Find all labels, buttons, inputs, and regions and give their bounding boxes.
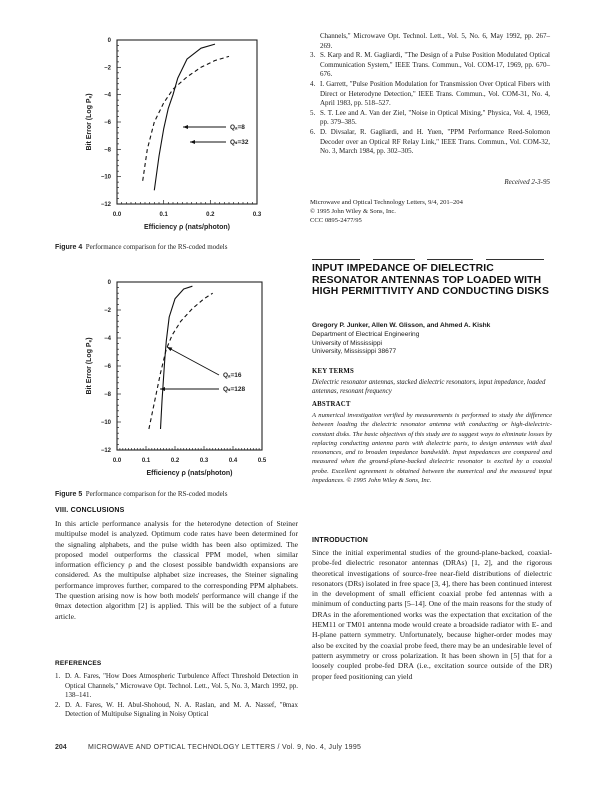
reference-number: 6. <box>310 127 316 136</box>
figure-4-caption-text: Performance comparison for the RS-coded models <box>85 243 228 251</box>
y-tick-label: −12 <box>100 448 111 454</box>
key-terms-section <box>312 368 552 396</box>
reference-number: 1. <box>55 672 61 680</box>
introduction-heading: INTRODUCTION <box>312 537 369 544</box>
x-tick-label: 0.1 <box>141 458 151 464</box>
x-tick-label: 0.3 <box>252 212 262 218</box>
x-tick-label: 0.1 <box>159 212 168 218</box>
key-terms-heading: KEY TERMS <box>312 368 355 375</box>
x-tick-label: 0.2 <box>206 212 215 218</box>
series-annotation: Qₛ=32 <box>230 139 249 146</box>
figure-5-caption-text: Performance comparison for the RS-coded models <box>85 490 228 498</box>
x-axis-label: Efficiency ρ (nats/photon) <box>146 470 233 477</box>
page-footer <box>55 744 555 751</box>
article-title: INPUT IMPEDANCE OF DIELECTRIC RESONATOR ANTENNAS TOP LOADED WITH HIGH PERMITTIVITY AND CONDUCTING DISKS <box>312 263 550 297</box>
reference-item <box>55 701 298 720</box>
reference-text: D. Divsalar, R. Gagliardi, and H. Yuen, "PPM Performance Reed-Solomon Decoder over an Optical RF Relay Link," IEEE Trans. Commun., Vol. COM-32, No. 3, March 1984, pp. 302–305. <box>320 127 550 156</box>
affiliation-univ: University of Mississippi <box>312 339 382 347</box>
series-line <box>143 56 229 180</box>
x-axis-label: Efficiency ρ (nats/photon) <box>144 224 230 231</box>
y-tick-label: −8 <box>104 147 111 154</box>
y-tick-label: −2 <box>104 65 111 72</box>
y-tick-label: −8 <box>104 392 111 398</box>
pubinfo-journal: Microwave and Optical Technology Letters, 9/4, 201–204 <box>310 199 463 206</box>
rule-divider <box>373 259 415 260</box>
rule-divider <box>312 259 360 260</box>
figure-5-caption <box>55 490 227 498</box>
reference-number: 4. <box>310 79 316 88</box>
y-tick-label: −6 <box>104 364 111 370</box>
reference-item <box>310 109 550 128</box>
reference-item <box>310 32 550 51</box>
y-tick-label: 0 <box>107 280 111 286</box>
figure-5-label: Figure 5 <box>55 491 83 498</box>
publication-info <box>310 198 550 225</box>
received-date: Received 2-3-95 <box>504 178 550 186</box>
reference-number: 3. <box>310 51 316 60</box>
figure-4-label: Figure 4 <box>55 244 83 251</box>
pubinfo-ccc: CCC 0895-2477/95 <box>310 217 362 224</box>
x-tick-label: 0.5 <box>257 458 267 464</box>
reference-text: D. A. Fares, "How Does Atmospheric Turbulence Affect Threshold Detection in Optical Channels," Microwave Opt. Technol. Lett., Vol. 5, No. 3, March 1992, pp. 138–141. <box>65 672 298 700</box>
y-tick-label: −12 <box>100 202 111 208</box>
plot-frame <box>117 40 257 204</box>
introduction-text: Since the initial experimental studies of the ground-plane-backed, coaxial-probe-fed dielectric resonator antennas (DRAs) [1, 2], and the rigorous theoretical investigations of source-free near-field distributions of dielectric resonators (DRs) isolated in free space [3, 4], there has been continued interest in the development of small efficient coaxial probe fed antennas with a minimum of conducting parts [5–14]. One of the main reasons for the study of DRAs in the aforementioned works was the expectation that excitation of the HEM11 or TM01 antenna mode would create a broadside radiator with E- and H-plane pattern symmetry. Unfortunately, because higher-order modes may also be excited by the coaxial probe feed, there may be an undesirable level of pattern asymmetry or cross polarization. It has been shown in [5] that for a loosely coupled probe-fed DRA (i.e., excitation source outside of the DR) proper feed positioning can yield <box>312 548 552 681</box>
rule-divider <box>486 259 544 260</box>
figure-4-plot <box>55 30 285 235</box>
reference-number: 2. <box>55 700 61 709</box>
references-list <box>55 672 298 720</box>
reference-item <box>310 51 550 80</box>
x-tick-label: 0.3 <box>199 458 209 464</box>
figure-5-plot <box>55 265 295 480</box>
abstract-heading: ABSTRACT <box>312 401 351 408</box>
reference-item <box>310 128 550 157</box>
reference-text: S. Karp and R. M. Gagliardi, "The Design of a Pulse Position Modulated Optical Communication System," IEEE Trans. Commun., Vol. COM-17, 1969, pp. 670–676. <box>320 51 550 79</box>
conclusions-text: In this article performance analysis for the heterodyne detection of Steiner multipulse model is analyzed. Optimum code rates have been determined for the signaling alphabets, and the pulse width has been also optimized. The proposed model outperforms the classical PPM model, when similar information efficiency ρ and the closest possible bandwidth expansions are considered. As the multipulse alphabet size increases, the Steiner signaling performance improves further, compared to the corresponding PPM alphabets. The question arising now is how both models' performance will change if the θmax detection algorithm [2] is applied. This will be the subject of a future article. <box>55 519 298 621</box>
page-number: 204 <box>55 744 67 751</box>
reference-item <box>310 80 550 109</box>
key-terms-text: Dielectric resonator antennas, stacked dielectric resonators, input impedance, loaded antennas, resonant frequency <box>312 379 546 395</box>
affiliation-address: University, Mississippi 38677 <box>312 348 397 356</box>
author-block <box>312 322 552 357</box>
running-footer: MICROWAVE AND OPTICAL TECHNOLOGY LETTERS / Vol. 9, No. 4, July 1995 <box>88 744 362 751</box>
y-tick-label: −10 <box>100 420 111 426</box>
reference-text: D. A. Fares, W. H. Abul-Shohoud, N. A. Raslan, and M. A. Nassef, "θmax Detection of Multipulse Signaling in Noisy Optical <box>65 700 298 719</box>
introduction-section <box>312 537 552 682</box>
y-axis-label: Bit Error (Log Pₑ) <box>86 93 93 151</box>
x-tick-label: 0.2 <box>170 458 180 464</box>
y-tick-label: −4 <box>104 336 111 342</box>
series-annotation: Qₐ=8 <box>230 124 245 131</box>
y-tick-label: 0 <box>107 38 111 44</box>
reference-text: I. Garrett, "Pulse Position Modulation for Transmission Over Optical Fibers with Direct or Heterodyne Detection," IEEE Trans. Commun., Vol. COM-31, No. 4, April 1983, pp. 518–527. <box>320 79 550 108</box>
x-tick-label: 0.0 <box>112 212 122 218</box>
references-list-continued <box>310 32 550 157</box>
y-tick-label: −2 <box>104 308 111 314</box>
abstract-section <box>312 401 552 485</box>
reference-number <box>310 32 320 51</box>
references-section <box>55 660 298 720</box>
figure-5-chart <box>55 265 295 480</box>
conclusions-section <box>55 507 298 622</box>
y-tick-label: −6 <box>104 120 111 126</box>
figure-4-caption <box>55 243 227 251</box>
abstract-text: A numerical investigation verified by measurements is performed to study the difference between loading the dielectric resonator antenna with conducting or high-dielectric-constant disks. The basic objectives of this study are to suggest ways to eliminate losses by replacing conducting antenna parts with dielectric parts, to design antennas with dual resonances, and to broaden impedance bandwidth. Input impedances are compared and measured when the ground-plane-backed dielectric resonator is excited by a coaxial probe. Excellent agreement is obtained between the numerical and the measured input impedances. © 1995 John Wiley & Sons, Inc. <box>312 412 552 485</box>
y-tick-label: −4 <box>104 92 111 99</box>
reference-item <box>55 672 298 701</box>
x-tick-label: 0.4 <box>228 458 238 464</box>
y-tick-label: −10 <box>100 174 111 181</box>
plot-frame <box>117 282 262 450</box>
title-decorative-rules <box>312 259 544 261</box>
reference-text: Channels," Microwave Opt. Technol. Lett., Vol. 5, No. 6, May 1992, pp. 267–269. <box>320 32 550 50</box>
x-tick-label: 0.0 <box>112 458 122 464</box>
pubinfo-copyright: © 1995 John Wiley & Sons, Inc. <box>310 208 396 215</box>
conclusions-heading: VIII. CONCLUSIONS <box>55 507 125 514</box>
reference-number: 5. <box>310 108 316 117</box>
annotation-arrow <box>167 347 219 375</box>
author-names: Gregory P. Junker, Allen W. Glisson, and Ahmed A. Kishk <box>312 322 491 329</box>
reference-text: S. T. Lee and A. Van der Ziel, "Noise in Optical Mixing," Physica, Vol. 4, 1969, pp. 379–385. <box>320 108 550 127</box>
series-annotation: Qₛ=128 <box>223 386 246 393</box>
series-annotation: Qₐ=16 <box>223 372 242 379</box>
series-line <box>149 293 213 429</box>
references-heading: REFERENCES <box>55 660 102 667</box>
series-line <box>154 44 215 190</box>
y-axis-label: Bit Error (Log Pₑ) <box>86 337 93 395</box>
rule-divider <box>427 259 473 260</box>
affiliation-dept: Department of Electrical Engineering <box>312 330 420 338</box>
figure-4-chart <box>55 30 285 235</box>
